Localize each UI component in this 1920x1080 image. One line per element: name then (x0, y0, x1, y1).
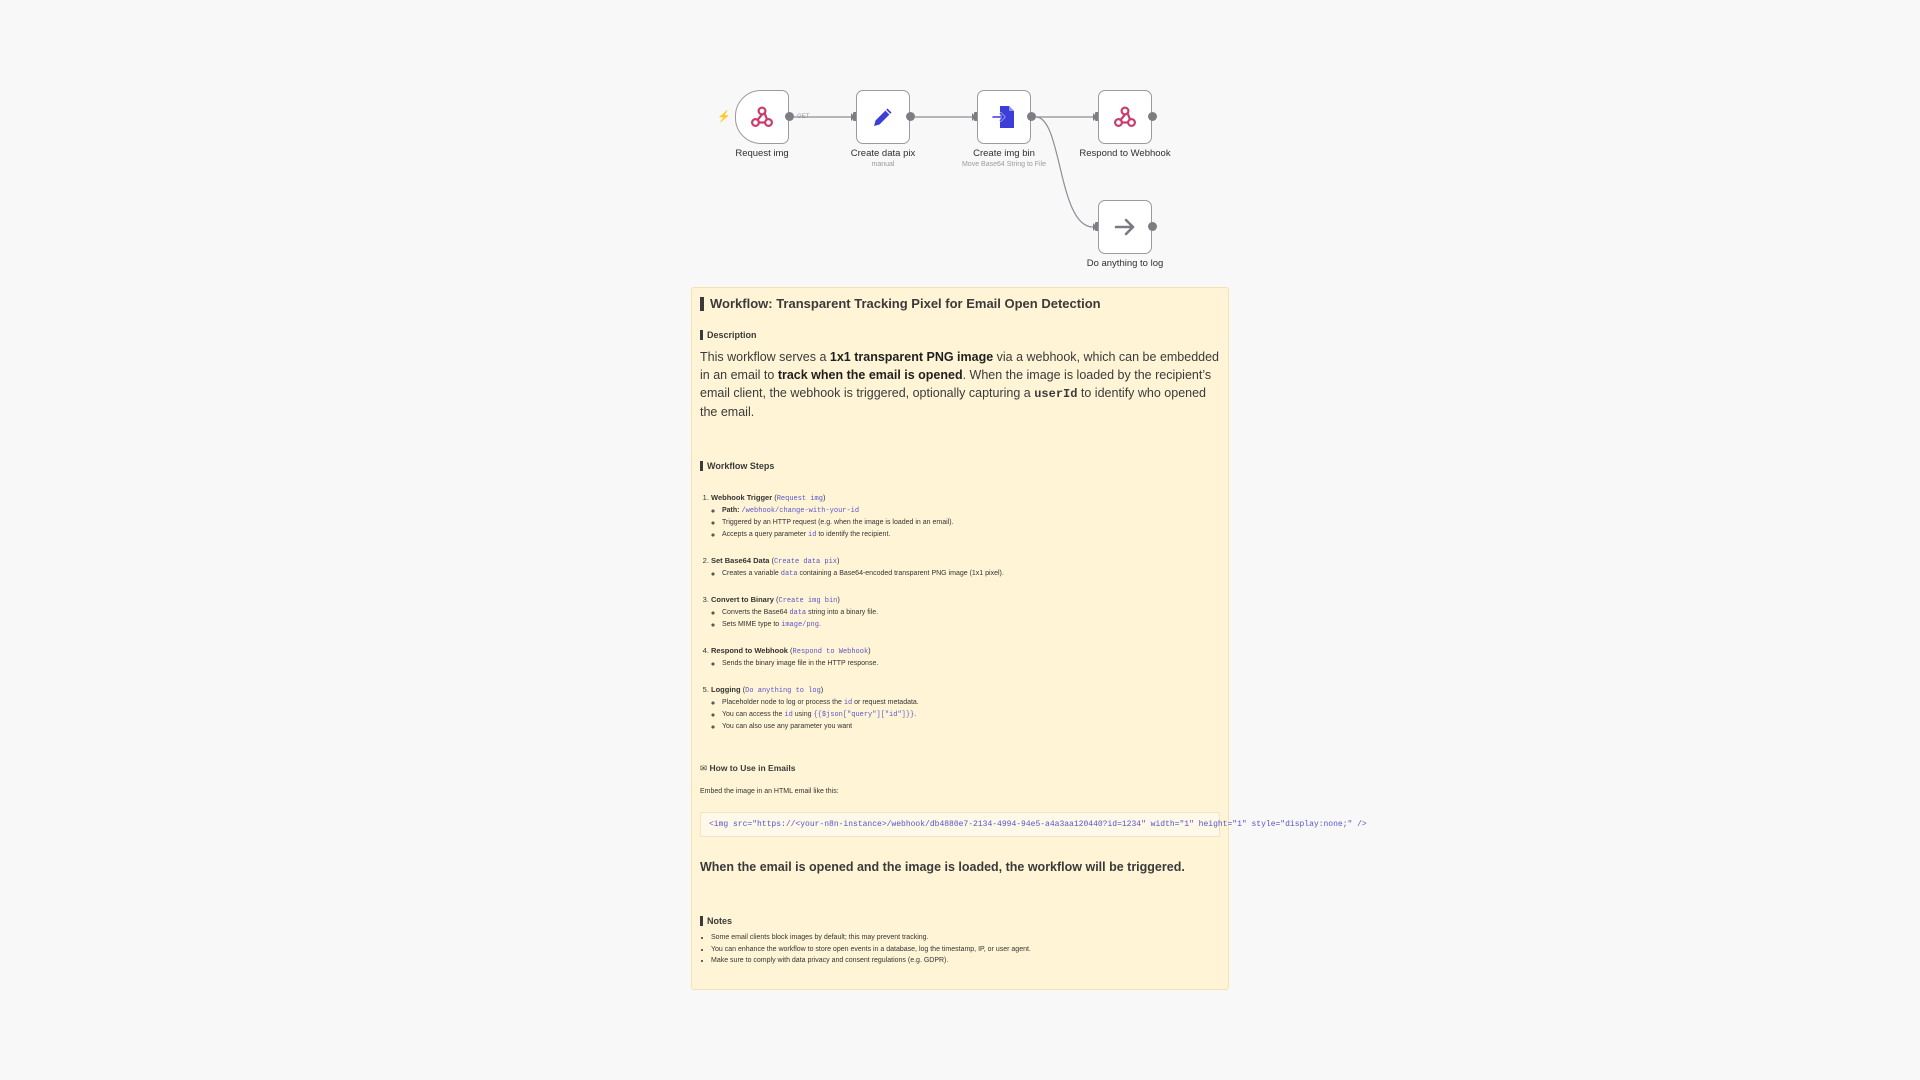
output-port[interactable] (906, 112, 915, 121)
node-request-img[interactable] (735, 90, 789, 144)
list-item: 5. Logging (Do anything to log) ◦ Placeholder node to log or process the id or request metadata. ◦ You can access the id using {{$json["query"]["id"]}}. ◦ You can also use any parameter you want (711, 684, 1220, 733)
output-port[interactable] (1148, 112, 1157, 121)
howto-text: Embed the image in an HTML email like this: (700, 788, 839, 795)
webhook-icon (749, 104, 775, 130)
list-item: ◦ Accepts a query parameter id to identify the recipient. (722, 529, 1220, 541)
convert-file-icon (991, 104, 1017, 130)
output-port[interactable] (1027, 112, 1036, 121)
description-heading: Description (700, 330, 1220, 340)
list-item: ◦ Path: /webhook/change-with-your-id (722, 505, 1220, 517)
sticky-note[interactable] (691, 287, 1367, 990)
list-item: 2. Set Base64 Data (Create data pix) ◦ Creates a variable data containing a Base64-encoded transparent PNG image (1x1 pixel). (711, 555, 1220, 580)
pencil-icon (870, 104, 896, 130)
output-port[interactable] (1148, 222, 1157, 231)
node-create-data-pix[interactable] (856, 90, 910, 144)
list-item: • Some email clients block images by default; this may prevent tracking. (711, 932, 1220, 944)
edge-label-method: GET (797, 114, 810, 120)
notes-heading: Notes (700, 916, 1220, 926)
arrow-right-icon (1112, 214, 1138, 240)
howto-heading: ✉ How to Use in Emails (700, 763, 796, 773)
list-item: ◦ Creates a variable data containing a Base64-encoded transparent PNG image (1x1 pixel). (722, 568, 1220, 580)
list-item: ◦ Placeholder node to log or process the id or request metadata. (722, 697, 1220, 709)
connection-create-img-to-log[interactable] (1036, 117, 1093, 227)
trigger-statement: When the email is opened and the image is loaded, the workflow will be triggered. (700, 860, 1185, 874)
list-item: 4. Respond to Webhook (Respond to Webhook) ◦ Sends the binary image file in the HTTP response. (711, 645, 1220, 670)
list-item: ◦ You can also use any parameter you want (722, 721, 1220, 733)
node-label-respond-to-webhook: Respond to Webhook (1079, 148, 1171, 159)
node-respond-to-webhook[interactable] (1098, 90, 1152, 144)
node-label-request-img: Request img (735, 148, 789, 159)
node-label-create-img-bin: Create img bin (973, 148, 1035, 159)
list-item: 1. Webhook Trigger (Request img) ◦ Path: /webhook/change-with-your-id ◦ Triggered by an HTTP request (e.g. when the image is loaded in an email). ◦ Accepts a query parameter id to identify the recipient. (711, 492, 1220, 541)
list-item: ◦ Sends the binary image file in the HTTP response. (722, 658, 1220, 670)
code-snippet[interactable]: <img src="https://<your-n8n-instance>/webhook/db4880e7-2134-4994-94e5-a4a3aa120440?id=1234" width="1" height="1" style="display:none;" /> (700, 812, 1220, 837)
list-item: • You can enhance the workflow to store open events in a database, log the timestamp, IP, or user agent. (711, 944, 1220, 956)
description-text: This workflow serves a 1x1 transparent PNG image via a webhook, which can be embedded in an email to track when the email is opened. When the image is loaded by the recipient’s email client, the webhook is triggered, optionally capturing a userId to identify who opened the email. (700, 350, 1220, 419)
steps-heading: Workflow Steps (700, 461, 1220, 471)
list-item: 3. Convert to Binary (Create img bin) ◦ Converts the Base64 data string into a binary file. ◦ Sets MIME type to image/png. (711, 594, 1220, 631)
node-subtitle-create-data-pix: manual (871, 161, 895, 168)
list-item: • Make sure to comply with data privacy and consent regulations (e.g. GDPR). (711, 955, 1220, 967)
envelope-icon: ✉ (700, 763, 708, 773)
webhook-icon (1112, 104, 1138, 130)
node-subtitle-create-img-bin: Move Base64 String to File (961, 161, 1047, 168)
output-port[interactable] (785, 112, 794, 121)
notes-list (700, 932, 1220, 967)
node-label-create-data-pix: Create data pix (850, 148, 916, 159)
node-do-anything-to-log[interactable] (1098, 200, 1152, 254)
list-item: ◦ Converts the Base64 data string into a binary file. (722, 607, 1220, 619)
list-item: ◦ You can access the id using {{$json["query"]["id"]}}. (722, 709, 1220, 721)
node-label-do-anything-to-log: Do anything to log (1086, 258, 1164, 269)
lightning-bolt-icon: ⚡ (717, 111, 731, 123)
list-item: ◦ Sets MIME type to image/png. (722, 619, 1220, 631)
note-title: Workflow: Transparent Tracking Pixel for Email Open Detection (700, 297, 1220, 311)
node-create-img-bin[interactable] (977, 90, 1031, 144)
steps-list (700, 492, 1220, 733)
list-item: ◦ Triggered by an HTTP request (e.g. when the image is loaded in an email). (722, 517, 1220, 529)
